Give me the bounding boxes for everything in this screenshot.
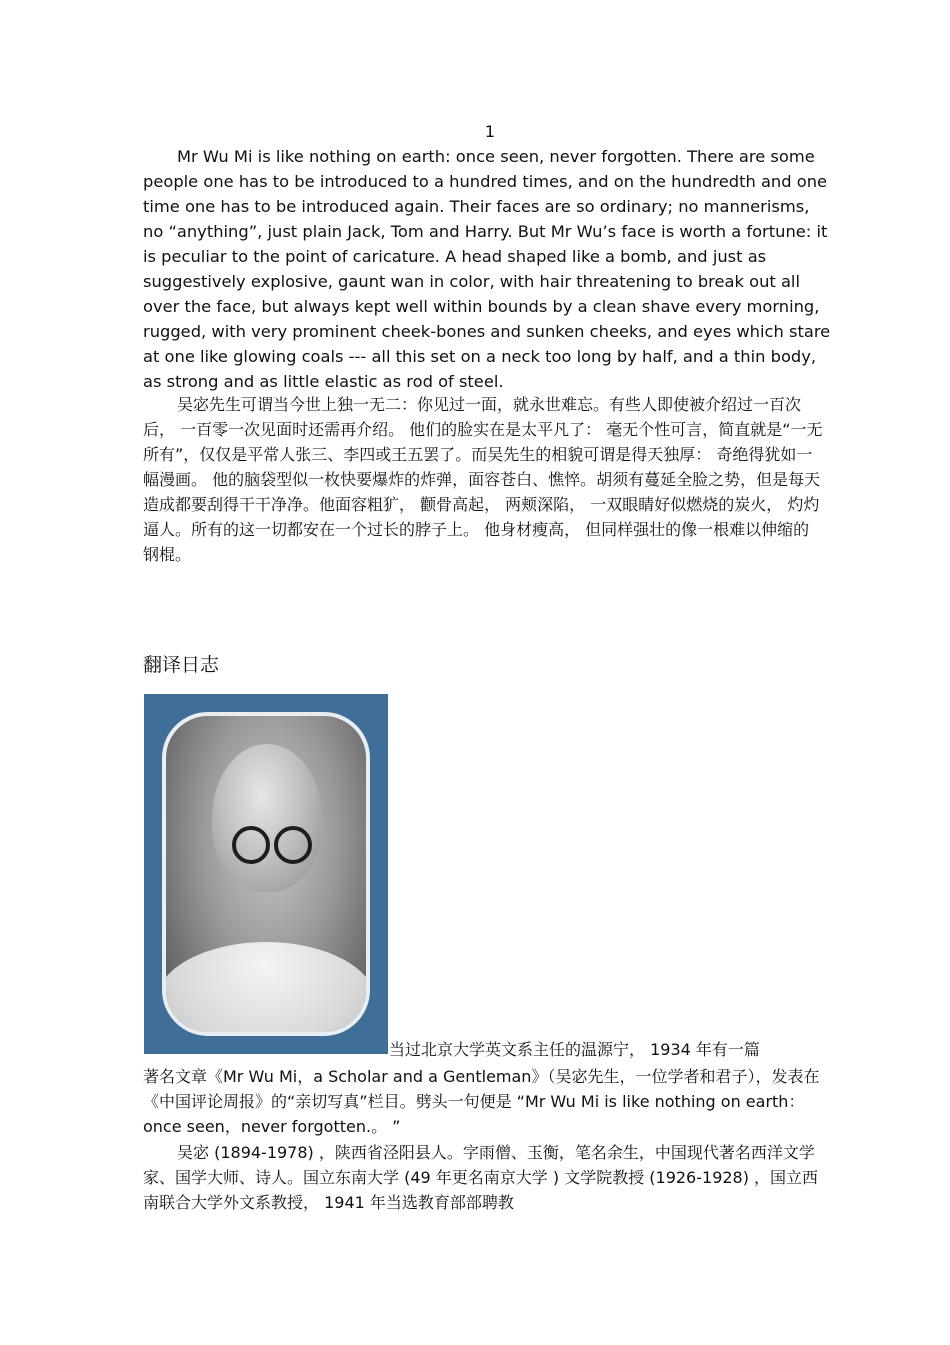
glasses-right-lens: [274, 826, 312, 864]
biography-paragraph: [143, 1140, 823, 1215]
caption-text: 著名文章《Mr Wu Mi，a Scholar and a Gentleman》（吴宓先生，一位学者和君子），发表在《中国评论周报》的“亲切写真”栏目。劈头一句便是 “Mr Wu Mi is like nothing on earth：once seen，never forgotten.。 ”: [143, 1067, 820, 1136]
chinese-paragraph-text: 吴宓先生可谓当今世上独一无二：你见过一面，就永世难忘。有些人即使被介绍过一百次后， 一百零一次见面时还需再介绍。 他们的脸实在是太平凡了： 毫无个性可言，简直就是“一无所有”，仅仅是平常人张三、李四或王五罢了。而吴先生的相貌可谓是得天独厚： 奇绝得犹如一幅漫画。 他的脑袋型似一枚快要爆炸的炸弹，面容苍白、憔悴。胡须有蔓延全脸之势，但是每天造成都要刮得干干净净。他面容粗犷， 颧骨高起， 两颊深陷， 一双眼睛好似燃烧的炭火， 灼灼逼人。所有的这一切都安在一个过长的脖子上。 他身材瘦高， 但同样强壮的像一根难以伸缩的钢棍。: [143, 395, 823, 564]
portrait-head: [212, 744, 322, 892]
english-paragraph-text: Mr Wu Mi is like nothing on earth: once seen, never forgotten. There are some people one has to be introduced to a hundred times, and on the hundredth and one time one has to be introduced again. Their faces are so ordinary; no mannerisms, no “anything”, just plain Jack, Tom and Harry. But Mr Wu’s face is worth a fortune: it is peculiar to the point of caricature. A head shaped like a bomb, and just as suggestively explosive, gaunt wan in color, with hair threatening to break out all over the face, but always kept well within bounds by a clean shave every morning, rugged, with very prominent cheek-bones and sunken cheeks, and eyes which stare at one like glowing coals --- all this set on a neck too long by half, and a thin body, as strong and as little elastic as rod of steel.: [143, 147, 831, 391]
section-heading: 翻译日志: [143, 654, 220, 676]
page-number: 1: [484, 122, 496, 141]
biography-paragraph-text: 吴宓 (1894-1978) ，陕西省泾阳县人。字雨僧、玉衡，笔名余生，中国现代著名西洋文学家、国学大师、诗人。国立东南大学 (49 年更名南京大学 ) 文学院教授 (1926-1928) ，国立西南联合大学外文系教授， 1941 年当选教育部部聘教: [143, 1143, 819, 1212]
glasses-left-lens: [232, 826, 270, 864]
portrait-image: [144, 694, 388, 1054]
portrait-frame: [162, 712, 370, 1036]
english-paragraph: [143, 144, 831, 394]
caption-first-line: 当过北京大学英文系主任的温源宁， 1934 年有一篇: [389, 1040, 760, 1059]
portrait-shirt: [162, 942, 370, 1036]
chinese-paragraph: [143, 392, 823, 567]
